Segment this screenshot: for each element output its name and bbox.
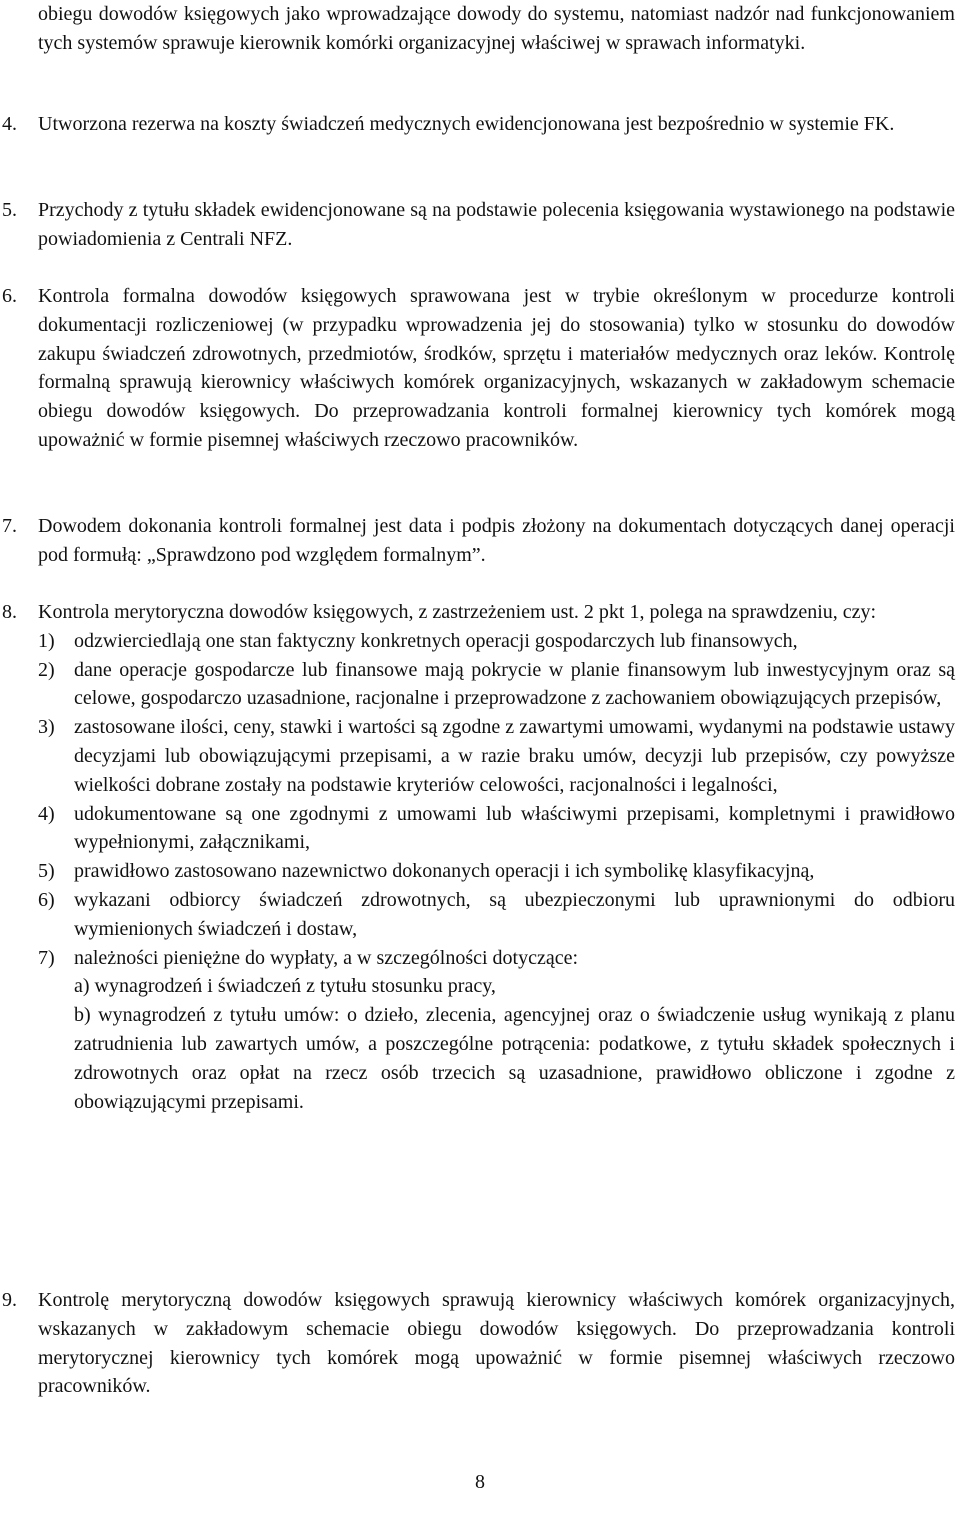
subitem-7 [38, 944, 955, 973]
intro-text: obiegu dowodów księgowych jako wprowadzające dowody do systemu, natomiast nadzór nad funkcjonowaniem tych systemów sprawuje kierownik komórki organizacyjnej właściwej w sprawach informatyki. [38, 3, 955, 54]
subsubitem-b [38, 1001, 955, 1116]
subitem-3 [38, 713, 955, 799]
subitem-text: udokumentowane są one zgodnymi z umowami lub właściwymi przepisami, kompletnymi i prawidłowo wypełnionymi, załącznikami, [74, 802, 955, 854]
item-number: 7. [2, 515, 17, 537]
item-number: 4. [2, 113, 17, 135]
subsubitem-number: a) [74, 975, 90, 998]
subitem-5 [38, 857, 955, 886]
subitem-text: dane operacje gospodarcze lub finansowe mają pokrycie w planie finansowym lub inwestycyjnym oraz są celowe, gospodarczo uzasadnione, racjonalne i przeprowadzone z zachowaniem obowiązujących przepisów, [74, 658, 955, 710]
list-item-4 [0, 110, 955, 139]
subitem-number: 2) [38, 658, 55, 681]
subitem-2 [38, 656, 955, 714]
list-item-7 [0, 512, 955, 570]
subsubitem-a [38, 972, 955, 1001]
subitem-text: prawidłowo zastosowano nazewnictwo dokonanych operacji i ich symbolikę klasyfikacyjną, [74, 860, 815, 883]
subsubitem-text [74, 972, 955, 1001]
subitem-number: 5) [38, 860, 55, 883]
list-item-5 [0, 196, 955, 254]
subsubitem-number: b) [74, 1004, 91, 1027]
item-number: 9. [2, 1289, 17, 1311]
subsubitem-content: wynagrodzeń i świadczeń z tytułu stosunku pracy, [94, 975, 496, 998]
subitem-text: zastosowane ilości, ceny, stawki i wartości są zgodne z zawartymi umowami, wydanymi na podstawie ustawy decyzjami lub obowiązującymi przepisami, a w razie braku umów, decyzji lub przepisów, czy powyższe wielkości dobrane zostały na podstawie kryteriów celowości, racjonalności i legalności, [74, 716, 955, 796]
subitem-text: należności pieniężne do wypłaty, a w szczególności dotyczące: [74, 946, 579, 969]
subsubitem-content: wynagrodzeń z tytułu umów: o dzieło, zlecenia, agencyjnej oraz o świadczenie usług wynikają z planu zatrudnienia lub zawartych umów, a poszczególne potrącenia: podatkowe, z tytułu składek społecznych i zdrowotnych oraz opłat na rzecz osób trzecich są uzasadnione, prawidłowo obliczone i zgodne z obowiązującymi przepisami. [74, 1004, 955, 1113]
list-item-9 [0, 1286, 955, 1401]
subitem-number: 7) [38, 946, 55, 969]
subitem-6 [38, 886, 955, 944]
subitem-number: 1) [38, 629, 55, 652]
item-text: Kontrola formalna dowodów księgowych sprawowana jest w trybie określonym w procedurze kontroli dokumentacji rozliczeniowej (w przypadku wprowadzenia jej do stosowania) tylko w stosunku do dowodów zakupu świadczeń zdrowotnych, przedmiotów, środków, sprzętu i materiałów medycznych oraz leków. Kontrolę formalną sprawują kierownicy właściwych komórek organizacyjnych, wskazanych w zakładowym schemacie obiegu dowodów księgowych. Do przeprowadzania kontroli formalnej kierownicy tych komórek mogą upoważnić w formie pisemnej właściwych rzeczowo pracowników. [38, 285, 955, 451]
subitem-number: 4) [38, 802, 55, 825]
item-8-lead: Kontrola merytoryczna dowodów księgowych, z zastrzeżeniem ust. 2 pkt 1, polega na sprawdzeniu, czy: [38, 601, 877, 623]
intro-paragraph [38, 0, 955, 58]
subitem-4 [38, 800, 955, 858]
subitem-1 [38, 627, 955, 656]
list-item-6 [0, 282, 955, 455]
item-text: Przychody z tytułu składek ewidencjonowane są na podstawie polecenia księgowania wystawionego na podstawie powiadomienia z Centrali NFZ. [38, 199, 955, 250]
page-number: 8 [475, 1471, 485, 1493]
subitem-number: 6) [38, 888, 55, 911]
item-text: Utworzona rezerwa na koszty świadczeń medycznych ewidencjonowana jest bezpośrednio w systemie FK. [38, 113, 895, 135]
subsubitem-text [74, 1001, 955, 1116]
item-number: 8. [2, 601, 17, 623]
item-8-body [38, 598, 955, 1116]
list-item-8 [0, 598, 955, 1116]
subitem-text: odzwierciedlają one stan faktyczny konkretnych operacji gospodarczych lub finansowych, [74, 629, 798, 652]
item-number: 6. [2, 285, 17, 307]
subitem-text: wykazani odbiorcy świadczeń zdrowotnych, są ubezpieczonymi lub uprawnionymi do odbioru wymienionych świadczeń i dostaw, [74, 888, 955, 940]
subitem-number: 3) [38, 716, 55, 739]
item-text: Kontrolę merytoryczną dowodów księgowych sprawują kierownicy właściwych komórek organizacyjnych, wskazanych w zakładowym schemacie obiegu dowodów księgowych. Do przeprowadzania kontroli merytorycznej kierownicy tych komórek mogą upoważnić w formie pisemnej właściwych rzeczowo pracowników. [38, 1289, 955, 1398]
item-text: Dowodem dokonania kontroli formalnej jest data i podpis złożony na dokumentach dotyczących danej operacji pod formułą: „Sprawdzono pod względem formalnym”. [38, 515, 955, 566]
item-number: 5. [2, 199, 17, 221]
